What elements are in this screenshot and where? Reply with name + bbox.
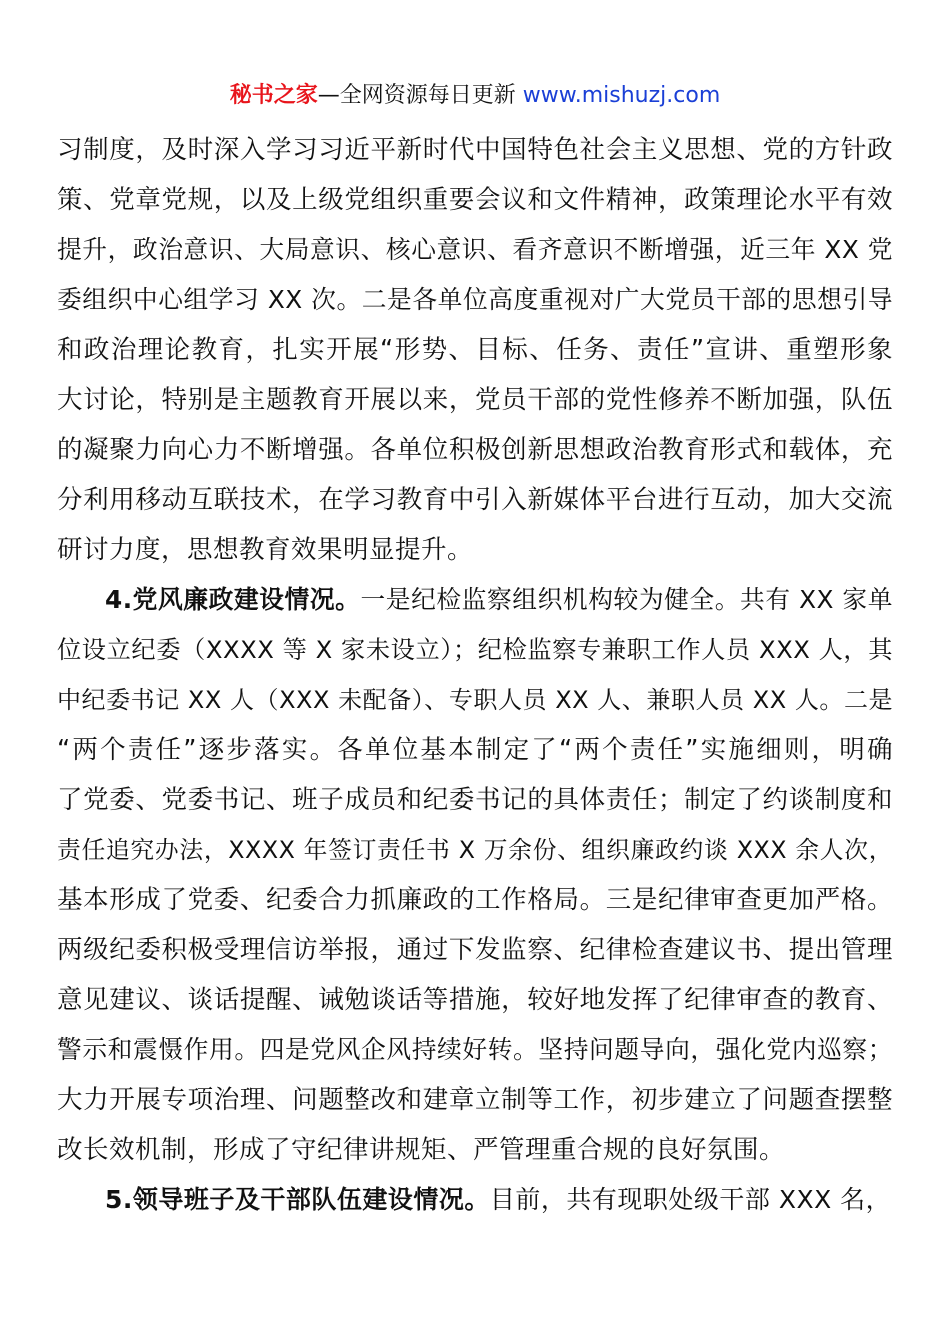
paragraph-line: 提升，政治意识、大局意识、核心意识、看齐意识不断增强，近三年 XX 党 — [57, 235, 893, 264]
paragraph-line: 责任追究办法，XXXX 年签订责任书 X 万余份、组织廉政约谈 XXX 余人次， — [57, 836, 893, 864]
paragraph-line: 中纪委书记 XX 人（XXX 未配备）、专职人员 XX 人、兼职人员 XX 人。二是 — [57, 686, 893, 714]
header-tagline: —全网资源每日更新 — [317, 83, 516, 108]
paragraph-line: 研讨力度，思想教育效果明显提升。 — [57, 535, 474, 565]
section-4-first-line — [57, 575, 893, 625]
paragraph-line: 改长效机制，形成了守纪律讲规矩、严管理重合规的良好氛围。 — [57, 1135, 786, 1165]
section-4-text: 一是纪检监察组织机构较为健全。共有 XX 家单 — [360, 585, 893, 614]
paragraph-line: 大讨论，特别是主题教育开展以来，党员干部的党性修养不断加强，队伍 — [57, 385, 893, 415]
paragraph-line: 位设立纪委（XXXX 等 X 家未设立）；纪检监察专兼职工作人员 XXX 人，其 — [57, 635, 893, 664]
paragraph-line: 习制度，及时深入学习习近平新时代中国特色社会主义思想、党的方针政 — [57, 135, 893, 165]
paragraph-line: 分利用移动互联技术，在学习教育中引入新媒体平台进行互动，加大交流 — [57, 485, 893, 515]
paragraph-line: 警示和震慑作用。四是党风企风持续好转。坚持问题导向，强化党内巡察； — [57, 1035, 893, 1064]
section-5-first-line — [57, 1175, 893, 1225]
paragraph-line: 的凝聚力向心力不断增强。各单位积极创新思想政治教育形式和载体，充 — [57, 435, 893, 465]
paragraph-line: 两级纪委积极受理信访举报，通过下发监察、纪律检查建议书、提出管理 — [57, 935, 893, 965]
paragraph-line: 大力开展专项治理、问题整改和建章立制等工作，初步建立了问题查摆整 — [57, 1085, 893, 1115]
paragraph-line: 了党委、党委书记、班子成员和纪委书记的具体责任；制定了约谈制度和 — [57, 785, 893, 815]
paragraph-line: 策、党章党规，以及上级党组织重要会议和文件精神，政策理论水平有效 — [57, 185, 893, 215]
brand-name: 秘书之家 — [229, 83, 318, 108]
paragraph-line: 意见建议、谈话提醒、诫勉谈话等措施，较好地发挥了纪律审查的教育、 — [57, 985, 893, 1015]
paragraph-line: “两个责任”逐步落实。各单位基本制定了“两个责任”实施细则，明确 — [57, 735, 893, 765]
paragraph-line: 基本形成了党委、纪委合力抓廉政的工作格局。三是纪律审查更加严格。 — [57, 885, 893, 915]
section-5-text: 目前，共有现职处级干部 XXX 名， — [489, 1185, 892, 1214]
paragraph-line: 委组织中心组学习 XX 次。二是各单位高度重视对广大党员干部的思想引导 — [57, 285, 893, 314]
paragraph-line: 和政治理论教育，扎实开展“形势、目标、任务、责任”宣讲、重塑形象 — [57, 335, 893, 365]
document-body — [57, 125, 893, 1225]
section-5-heading: 5.领导班子及干部队伍建设情况。 — [105, 1185, 490, 1214]
page-header — [0, 82, 950, 110]
site-url-link[interactable]: www.mishuzj.com — [522, 83, 721, 108]
section-4-heading: 4.党风廉政建设情况。 — [105, 585, 361, 614]
